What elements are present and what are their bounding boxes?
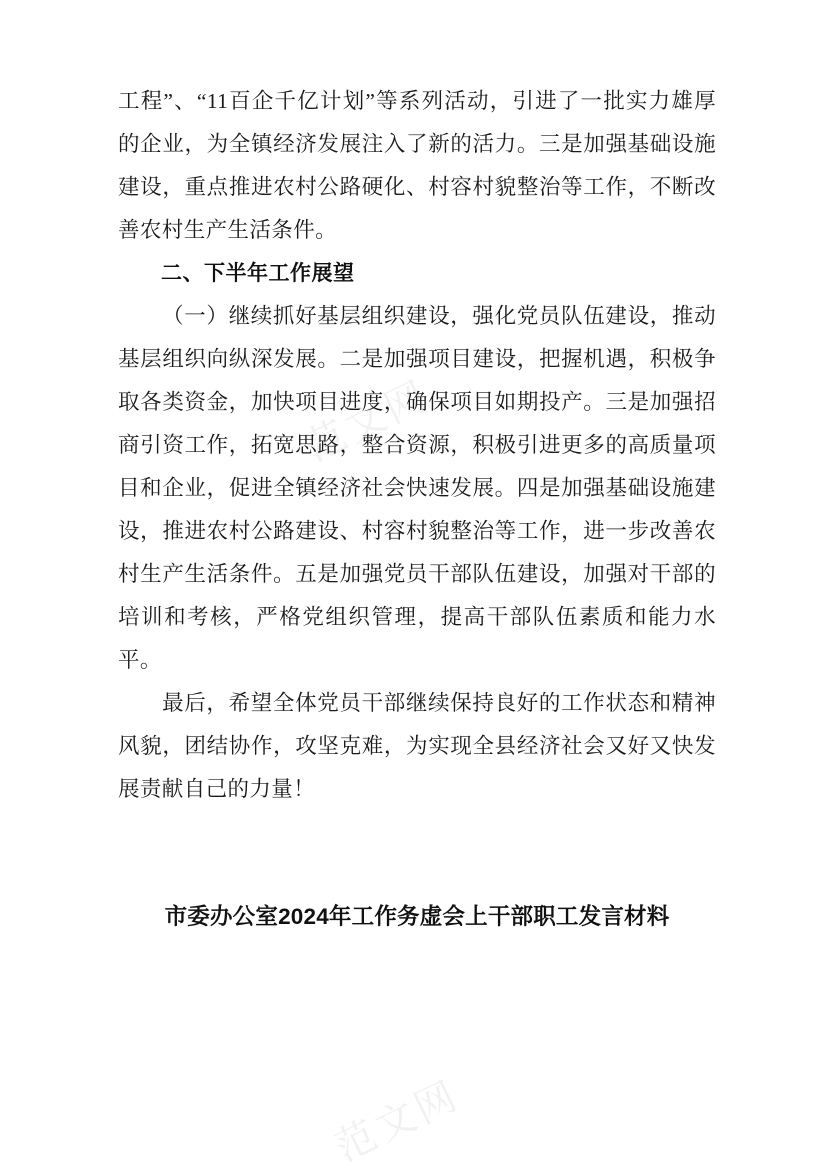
section-spacer — [118, 811, 716, 899]
watermark: 范文网 — [298, 372, 437, 471]
paragraph-continuation: 工程”、“11百企千亿计划”等系列活动，引进了一批实力雄厚的企业，为全镇经济发展注入了新的活力。三是加强基础设施建设，重点推进农村公路硬化、村容村貌整治等工作，不断改善农村生产生活条件。 — [118, 89, 716, 242]
watermark: 范文网 — [328, 1072, 467, 1171]
document-body — [118, 80, 716, 935]
next-document-title: 市委办公室2024年工作务虚会上干部职工发言材料 — [164, 904, 670, 929]
paragraph-outlook: （一）继续抓好基层组织建设，强化党员队伍建设，推动基层组织向纵深发展。二是加强项目建设，把握机遇，积极争取各类资金，加快项目进度，确保项目如期投产。三是加强招商引资工作，拓宽思路，整合资源，积极引进更多的高质量项目和企业，促进全镇经济社会快速发展。四是加强基础设施建设，推进农村公路建设、村容村貌整治等工作，进一步改善农村生产生活条件。五是加强党员干部队伍建设，加强对干部的培训和考核，严格党组织管理，提高干部队伍素质和能力水平。 — [118, 304, 716, 672]
section-heading-two: 二、下半年工作展望 — [161, 262, 355, 285]
paragraph-closing: 最后，希望全体党员干部继续保持良好的工作状态和精神风貌，团结协作，攻坚克难，为实现全县经济社会又好又快发展责献自己的力量！ — [118, 691, 716, 801]
